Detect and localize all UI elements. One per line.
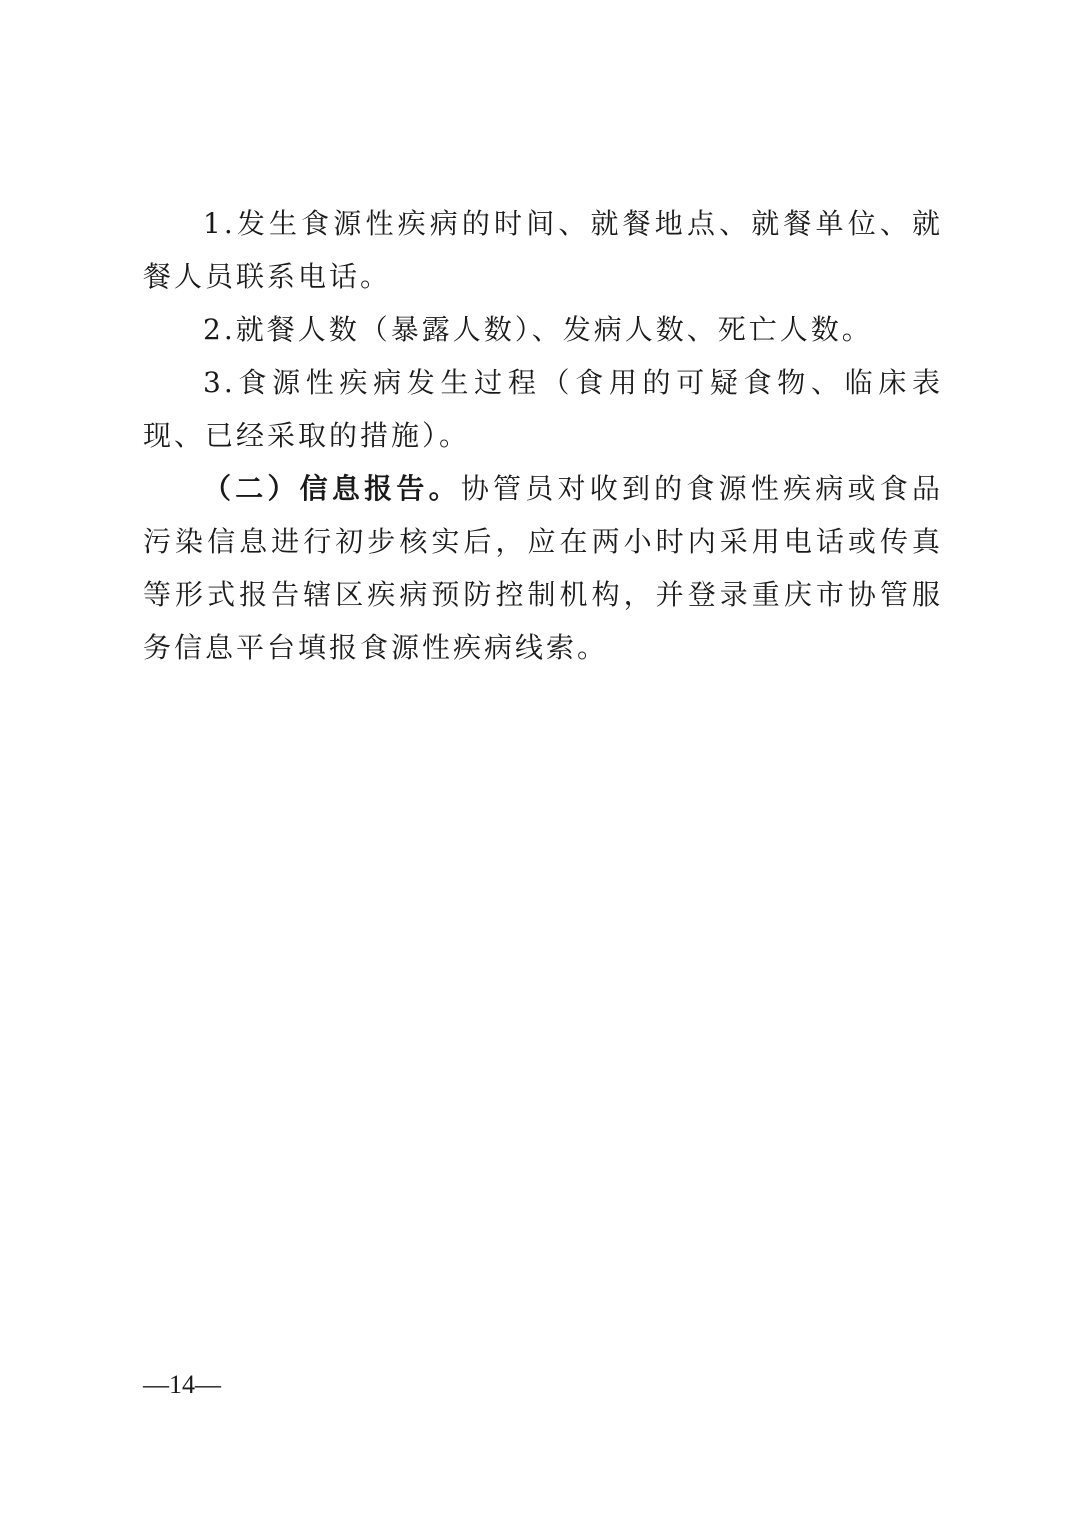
paragraph-item-3: [143, 356, 943, 462]
paragraph-text: 1.发生食源性疾病的时间、就餐地点、就餐单位、就餐人员联系电话。: [143, 207, 943, 293]
document-body: [143, 197, 943, 674]
paragraph-text: 协管员对收到的食源性疾病或食品污染信息进行初步核实后，应在两小时内采用电话或传真等形式报告辖区疾病预防控制机构，并登录重庆市协管服务信息平台填报食源性疾病线索。: [143, 472, 943, 664]
page-number: —14—: [143, 1370, 221, 1399]
paragraph-item-2: [143, 303, 943, 356]
section-heading: （二）信息报告。: [203, 472, 461, 505]
paragraph-text: 3.食源性疾病发生过程（食用的可疑食物、临床表现、已经采取的措施）。: [143, 366, 943, 452]
paragraph-information-report: [143, 462, 943, 674]
paragraph-item-1: [143, 197, 943, 303]
paragraph-text: 2.就餐人数（暴露人数）、发病人数、死亡人数。: [203, 313, 873, 346]
